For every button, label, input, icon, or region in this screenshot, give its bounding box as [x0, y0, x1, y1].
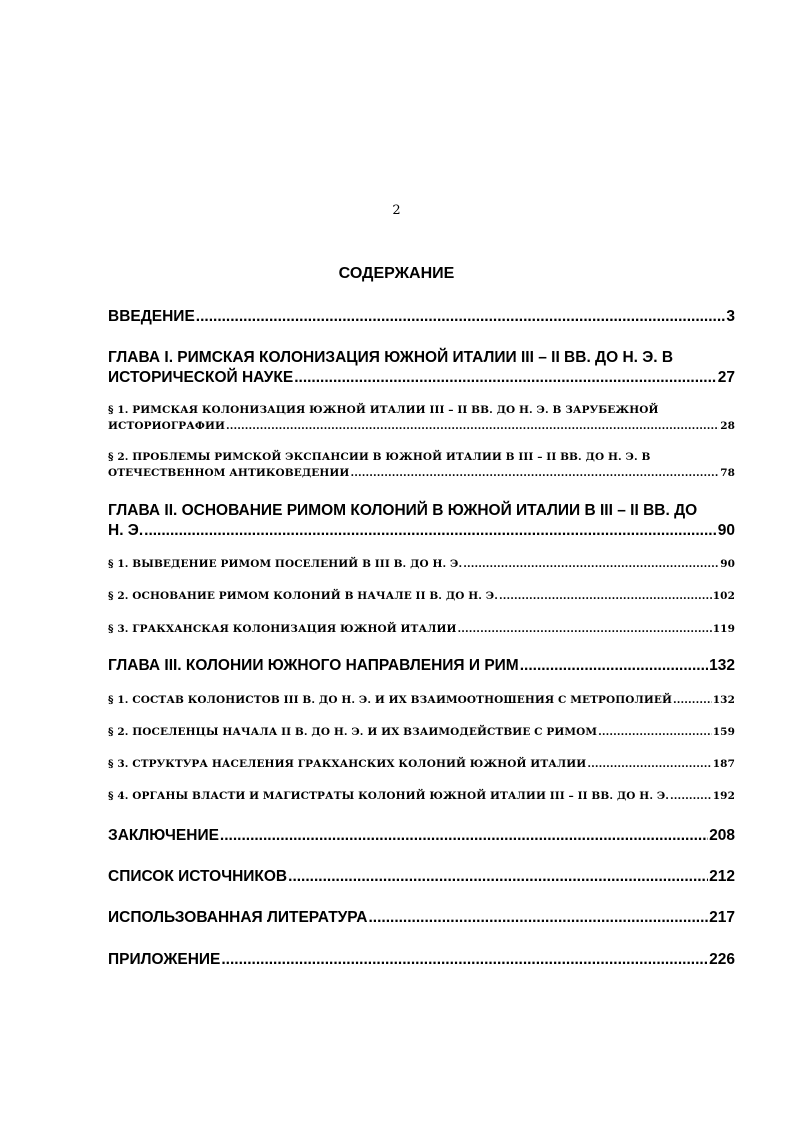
toc-entry-chapter-2-section-1[interactable]: [108, 556, 735, 572]
entry-page: 159: [712, 726, 735, 738]
dot-leader: [350, 465, 719, 481]
dot-leader: [368, 908, 708, 928]
entry-label-line2: ИСТОРИОГРАФИИ: [108, 420, 225, 432]
entry-label: СПИСОК ИСТОЧНИКОВ: [108, 868, 288, 885]
entry-page: 132: [712, 694, 735, 706]
toc-entry-chapter-2[interactable]: [108, 501, 735, 541]
dot-leader: [226, 418, 719, 434]
entry-label: § 3. СТРУКТУРА НАСЕЛЕНИЯ ГРАКХАНСКИХ КОЛОНИЙ ЮЖНОЙ ИТАЛИИ: [108, 758, 587, 770]
toc-entry-chapter-3-section-2[interactable]: [108, 724, 735, 740]
entry-label-line2: Н. Э.: [108, 522, 144, 539]
dot-leader: [598, 724, 712, 740]
toc-entry-chapter-1-section-1[interactable]: [108, 402, 735, 434]
dot-leader: [294, 368, 717, 388]
entry-label: ВВЕДЕНИЕ: [108, 308, 195, 325]
entry-page: 27: [717, 369, 735, 386]
entry-page: 28: [720, 420, 735, 432]
toc-title: СОДЕРЖАНИЕ: [338, 265, 455, 282]
entry-label: § 4. ОРГАНЫ ВЛАСТИ И МАГИСТРАТЫ КОЛОНИЙ ЮЖНОЙ ИТАЛИИ III – II ВВ. ДО Н. Э.: [108, 790, 670, 802]
toc-entry-sources[interactable]: [108, 867, 735, 887]
entry-label-line1: ГЛАВА I. РИМСКАЯ КОЛОНИЗАЦИЯ ЮЖНОЙ ИТАЛИИ III – II ВВ. ДО Н. Э. В: [108, 349, 674, 366]
entry-page: 119: [712, 623, 735, 635]
toc-entry-chapter-3[interactable]: [108, 656, 735, 676]
entry-page: 208: [709, 827, 735, 844]
toc-entry-chapter-1[interactable]: [108, 348, 735, 388]
entry-label-line1: § 2. ПРОБЛЕМЫ РИМСКОЙ ЭКСПАНСИИ В ЮЖНОЙ ИТАЛИИ В III – II ВВ. ДО Н. Э. В: [108, 451, 651, 463]
dot-leader: [670, 788, 712, 804]
toc-entry-conclusion[interactable]: [108, 826, 735, 846]
entry-label-line1: ГЛАВА II. ОСНОВАНИЕ РИМОМ КОЛОНИЙ В ЮЖНОЙ ИТАЛИИ В III – II ВВ. ДО: [108, 502, 698, 519]
entry-label: ПРИЛОЖЕНИЕ: [108, 951, 221, 968]
entry-page: 132: [709, 657, 735, 674]
entry-page: 3: [726, 308, 735, 325]
dot-leader: [220, 826, 708, 846]
toc-entry-chapter-2-section-3[interactable]: [108, 621, 735, 637]
dot-leader: [587, 756, 711, 772]
dot-leader: [673, 692, 712, 708]
entry-page: 102: [712, 590, 735, 602]
dot-leader: [463, 556, 719, 572]
entry-label: ГЛАВА III. КОЛОНИИ ЮЖНОГО НАПРАВЛЕНИЯ И РИМ: [108, 657, 519, 674]
entry-page: 217: [709, 909, 735, 926]
dot-leader: [458, 621, 712, 637]
entry-page: 187: [712, 758, 735, 770]
entry-label: § 3. ГРАКХАНСКАЯ КОЛОНИЗАЦИЯ ЮЖНОЙ ИТАЛИИ: [108, 623, 457, 635]
dot-leader: [520, 656, 708, 676]
dot-leader: [196, 307, 726, 327]
entry-label: § 1. ВЫВЕДЕНИЕ РИМОМ ПОСЕЛЕНИЙ В III В. ДО Н. Э.: [108, 558, 463, 570]
page-number: 2: [392, 203, 401, 218]
entry-label-line2: ИСТОРИЧЕСКОЙ НАУКЕ: [108, 369, 294, 386]
toc-entry-chapter-3-section-4[interactable]: [108, 788, 735, 804]
dot-leader: [144, 521, 717, 541]
dot-leader: [499, 588, 712, 604]
dot-leader: [221, 950, 708, 970]
entry-page: 90: [720, 558, 735, 570]
toc-entry-chapter-3-section-1[interactable]: [108, 692, 735, 708]
entry-label: ЗАКЛЮЧЕНИЕ: [108, 827, 219, 844]
entry-label-line2: ОТЕЧЕСТВЕННОМ АНТИКОВЕДЕНИИ: [108, 467, 350, 479]
toc-entry-chapter-2-section-2[interactable]: [108, 588, 735, 604]
toc-entry-chapter-3-section-3[interactable]: [108, 756, 735, 772]
entry-page: 90: [717, 522, 735, 539]
toc-entry-appendix[interactable]: [108, 950, 735, 970]
entry-page: 78: [720, 467, 735, 479]
entry-label: § 1. СОСТАВ КОЛОНИСТОВ III В. ДО Н. Э. И ИХ ВЗАИМООТНОШЕНИЯ С МЕТРОПОЛИЕЙ: [108, 694, 673, 706]
entry-page: 226: [709, 951, 735, 968]
entry-label-line1: § 1. РИМСКАЯ КОЛОНИЗАЦИЯ ЮЖНОЙ ИТАЛИИ III – II ВВ. ДО Н. Э. В ЗАРУБЕЖНОЙ: [108, 404, 659, 416]
toc-entry-introduction[interactable]: [108, 307, 735, 327]
toc-entry-literature[interactable]: [108, 908, 735, 928]
entry-label: § 2. ОСНОВАНИЕ РИМОМ КОЛОНИЙ В НАЧАЛЕ II В. ДО Н. Э.: [108, 590, 498, 602]
entry-page: 212: [709, 868, 735, 885]
toc-entry-chapter-1-section-2[interactable]: [108, 449, 735, 481]
entry-label: ИСПОЛЬЗОВАННАЯ ЛИТЕРАТУРА: [108, 909, 368, 926]
entry-label: § 2. ПОСЕЛЕНЦЫ НАЧАЛА II В. ДО Н. Э. И ИХ ВЗАИМОДЕЙСТВИЕ С РИМОМ: [108, 726, 598, 738]
dot-leader: [288, 867, 708, 887]
entry-page: 192: [712, 790, 735, 802]
